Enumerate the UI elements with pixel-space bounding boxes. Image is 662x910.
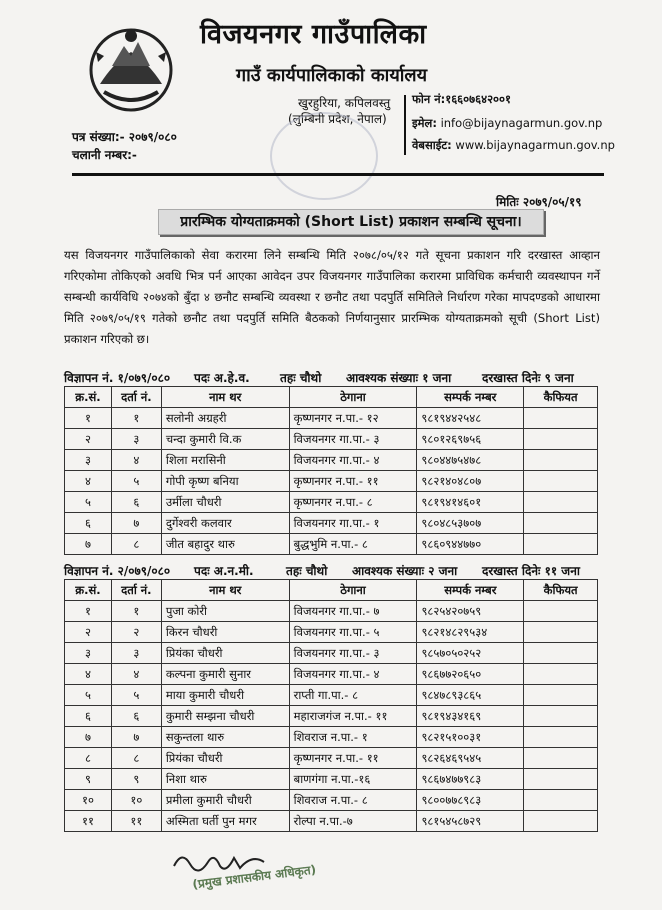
address-line-1: खुरहुरिया, कपिलवस्तु bbox=[298, 96, 391, 110]
table-row bbox=[65, 706, 598, 727]
col-header-name: नाम थर bbox=[161, 580, 289, 601]
col-header-remarks: कैफियत bbox=[524, 387, 598, 408]
applicant-count: दरखास्त दिनेः ११ जना bbox=[482, 564, 580, 578]
cell-remarks bbox=[524, 643, 598, 664]
notice-title: प्रारम्भिक योग्यताक्रमको (Short List) प्रकाशन सम्बन्धि सूचना। bbox=[158, 209, 544, 235]
col-header-address: ठेगाना bbox=[289, 387, 417, 408]
letter-number: पत्र संख्या:- २०७९/०८० bbox=[72, 130, 177, 144]
col-header-reg-no: दर्ता नं. bbox=[111, 580, 161, 601]
table-header-row bbox=[65, 580, 598, 601]
cell-remarks bbox=[524, 790, 598, 811]
cell-sn: ५ bbox=[65, 685, 112, 706]
cell-name: उर्मीला चौधरी bbox=[161, 492, 289, 513]
cell-contact: ९८६०९४४७७० bbox=[417, 534, 524, 555]
cell-reg-no: ८ bbox=[111, 748, 161, 769]
cell-reg-no: ४ bbox=[111, 664, 161, 685]
table-row bbox=[65, 643, 598, 664]
table-row bbox=[65, 769, 598, 790]
cell-name: अस्मिता घर्ती पुन मगर bbox=[161, 811, 289, 832]
cell-name: गोपी कृष्ण बनिया bbox=[161, 471, 289, 492]
cell-remarks bbox=[524, 664, 598, 685]
cell-sn: २ bbox=[65, 429, 112, 450]
cell-contact: ९८४७८९३८६५ bbox=[417, 685, 524, 706]
email-line: इमेल: info@bijaynagarmun.gov.np bbox=[412, 116, 603, 130]
ad-number: विज्ञापन नं. २/०७९/०८० bbox=[64, 564, 171, 578]
col-header-sn: क्र.सं. bbox=[65, 387, 112, 408]
email-link[interactable]: info@bijaynagarmun.gov.np bbox=[440, 116, 603, 130]
cell-name: कुमारी सम्झना चौधरी bbox=[161, 706, 289, 727]
cell-address: शिवराज न.पा.- १ bbox=[289, 727, 417, 748]
table-row bbox=[65, 513, 598, 534]
cell-remarks bbox=[524, 534, 598, 555]
ad-number: विज्ञापन नं. १/०७९/०८० bbox=[64, 371, 171, 385]
cell-sn: १ bbox=[65, 408, 112, 429]
cell-address: शिवराज न.पा.- ८ bbox=[289, 790, 417, 811]
cell-sn: ३ bbox=[65, 643, 112, 664]
table-row bbox=[65, 492, 598, 513]
notice-date: मितिः २०७९/०५/१९ bbox=[496, 195, 582, 209]
cell-reg-no: ७ bbox=[111, 513, 161, 534]
cell-address: महाराजगंज न.पा.- ११ bbox=[289, 706, 417, 727]
cell-sn: ३ bbox=[65, 450, 112, 471]
cell-contact: ९८१५४५८७२९ bbox=[417, 811, 524, 832]
dispatch-number: चलानी नम्बर:- bbox=[72, 148, 137, 162]
cell-reg-no: ६ bbox=[111, 706, 161, 727]
cell-remarks bbox=[524, 811, 598, 832]
applicant-count: दरखास्त दिनेः ९ जना bbox=[482, 371, 574, 385]
post-level: तहः चौथो bbox=[286, 564, 328, 578]
table-row bbox=[65, 685, 598, 706]
shortlist-table-1 bbox=[64, 386, 598, 555]
cell-contact: ९८०४८५३७०७ bbox=[417, 513, 524, 534]
cell-remarks bbox=[524, 727, 598, 748]
address-line-2: (लुम्बिनी प्रदेश, नेपाल) bbox=[288, 112, 387, 126]
cell-contact: ९८५७०५०२५२ bbox=[417, 643, 524, 664]
office-stamp bbox=[270, 112, 378, 200]
cell-address: कृष्णनगर न.पा.- ११ bbox=[289, 471, 417, 492]
col-header-name: नाम थर bbox=[161, 387, 289, 408]
cell-sn: ७ bbox=[65, 534, 112, 555]
col-header-remarks: कैफियत bbox=[524, 580, 598, 601]
website-link[interactable]: www.bijaynagarmun.gov.np bbox=[455, 138, 615, 152]
cell-remarks bbox=[524, 492, 598, 513]
cell-reg-no: ९ bbox=[111, 769, 161, 790]
table-row bbox=[65, 408, 598, 429]
nepal-emblem-logo bbox=[84, 22, 178, 114]
cell-address: बुद्धभुमि न.पा.- ८ bbox=[289, 534, 417, 555]
cell-contact: ९८२१४०४८०७ bbox=[417, 471, 524, 492]
cell-remarks bbox=[524, 450, 598, 471]
cell-name: चन्दा कुमारी वि.क bbox=[161, 429, 289, 450]
cell-contact: ९८०४४७५४७८ bbox=[417, 450, 524, 471]
col-header-sn: क्र.सं. bbox=[65, 580, 112, 601]
post-level: तहः चौथो bbox=[280, 371, 322, 385]
cell-sn: ६ bbox=[65, 706, 112, 727]
cell-address: विजयनगर गा.पा.- ४ bbox=[289, 664, 417, 685]
cell-contact: ९८००७७८९८३ bbox=[417, 790, 524, 811]
cell-reg-no: ५ bbox=[111, 471, 161, 492]
cell-reg-no: ११ bbox=[111, 811, 161, 832]
cell-address: विजयनगर गा.पा.- ४ bbox=[289, 450, 417, 471]
cell-sn: ११ bbox=[65, 811, 112, 832]
cell-sn: २ bbox=[65, 622, 112, 643]
cell-reg-no: ८ bbox=[111, 534, 161, 555]
cell-contact: ९८२५४२०७५९ bbox=[417, 601, 524, 622]
cell-sn: १० bbox=[65, 790, 112, 811]
cell-remarks bbox=[524, 769, 598, 790]
cell-reg-no: ४ bbox=[111, 450, 161, 471]
cell-sn: ९ bbox=[65, 769, 112, 790]
cell-remarks bbox=[524, 706, 598, 727]
cell-name: प्रियंका चौधरी bbox=[161, 643, 289, 664]
cell-address: राप्ती गा.पा.- ८ bbox=[289, 685, 417, 706]
table-row bbox=[65, 471, 598, 492]
post-name: पदः अ.हे.व. bbox=[194, 371, 250, 385]
cell-sn: ४ bbox=[65, 471, 112, 492]
cell-reg-no: १ bbox=[111, 408, 161, 429]
cell-sn: ४ bbox=[65, 664, 112, 685]
cell-remarks bbox=[524, 513, 598, 534]
contact-divider bbox=[404, 95, 406, 155]
cell-contact: ९८६७७२०६५० bbox=[417, 664, 524, 685]
office-subtitle: गाउँ कार्यपालिकाको कार्यालय bbox=[236, 65, 428, 86]
table-row bbox=[65, 748, 598, 769]
phone-number: फोन नं:१६६०७६४२००१ bbox=[412, 92, 511, 106]
cell-remarks bbox=[524, 429, 598, 450]
cell-name: प्रियंका चौधरी bbox=[161, 748, 289, 769]
cell-address: रोल्पा न.पा.-७ bbox=[289, 811, 417, 832]
table-row bbox=[65, 601, 598, 622]
cell-address: विजयनगर गा.पा.- ५ bbox=[289, 622, 417, 643]
header-rule bbox=[72, 173, 604, 176]
cell-reg-no: ३ bbox=[111, 643, 161, 664]
cell-name: प्रमीला कुमारी चौधरी bbox=[161, 790, 289, 811]
col-header-contact: सम्पर्क नम्बर bbox=[417, 387, 524, 408]
required-count: आवश्यक संख्याः २ जना bbox=[352, 564, 458, 578]
cell-contact: ९८६७४७७९८३ bbox=[417, 769, 524, 790]
cell-name: किरन चौधरी bbox=[161, 622, 289, 643]
cell-address: विजयनगर गा.पा.- ३ bbox=[289, 643, 417, 664]
cell-address: कृष्णनगर न.पा.- ११ bbox=[289, 748, 417, 769]
cell-address: विजयनगर गा.पा.- १ bbox=[289, 513, 417, 534]
website-line: वेबसाईट: www.bijaynagarmun.gov.np bbox=[412, 138, 615, 152]
cell-address: कृष्णनगर न.पा.- ८ bbox=[289, 492, 417, 513]
table-row bbox=[65, 450, 598, 471]
cell-remarks bbox=[524, 685, 598, 706]
cell-name: सकुन्तला थारु bbox=[161, 727, 289, 748]
cell-address: विजयनगर गा.पा.- ३ bbox=[289, 429, 417, 450]
cell-sn: ५ bbox=[65, 492, 112, 513]
cell-contact: ९८२६४६९५४५ bbox=[417, 748, 524, 769]
post-name: पदः अ.न.मी. bbox=[194, 564, 254, 578]
cell-name: जीत बहादुर थारु bbox=[161, 534, 289, 555]
cell-name: सलोनी अग्रहरी bbox=[161, 408, 289, 429]
cell-reg-no: ५ bbox=[111, 685, 161, 706]
cell-remarks bbox=[524, 601, 598, 622]
cell-remarks bbox=[524, 622, 598, 643]
cell-reg-no: ६ bbox=[111, 492, 161, 513]
col-header-reg-no: दर्ता नं. bbox=[111, 387, 161, 408]
cell-remarks bbox=[524, 748, 598, 769]
cell-reg-no: ३ bbox=[111, 429, 161, 450]
cell-reg-no: २ bbox=[111, 622, 161, 643]
notice-body: यस विजयनगर गाउँपालिकाको सेवा करारमा लिने सम्बन्धि मिति २०७८/०५/१२ गते सूचना प्रकाशन गरि दरखास्त आव्हान गरिएकोमा तोकिएको अवधि भित्र पर्न आएका आवेदन उपर विजयनगर गाउँपालिका करारमा प्राविधिक कर्मचारी व्यवस्थापन गर्ने सम्बन्धी कार्यविधि २०७४को बुँदा ४ छनौट सम्बन्धि व्यवस्था र छनौट तथा पदपुर्ति समितिले निर्धारण गरेका मापदण्डको आधारमा मिति २०७९/०५/१९ गतेको छनौट तथा पदपुर्ति समिति बैठकको निर्णयानुसार प्रारम्भिक योग्यताक्रमको सूची (Short List) प्रकाशन गरिएको छ। bbox=[64, 248, 600, 346]
shortlist-table-2 bbox=[64, 579, 598, 832]
cell-name: शिला मरासिनी bbox=[161, 450, 289, 471]
cell-remarks bbox=[524, 471, 598, 492]
cell-sn: ७ bbox=[65, 727, 112, 748]
cell-address: बाणगंगा न.पा.-१६ bbox=[289, 769, 417, 790]
table-row bbox=[65, 811, 598, 832]
table-row bbox=[65, 429, 598, 450]
cell-contact: ९८०१२६९७५६ bbox=[417, 429, 524, 450]
cell-sn: १ bbox=[65, 601, 112, 622]
cell-remarks bbox=[524, 408, 598, 429]
table-row bbox=[65, 727, 598, 748]
cell-address: कृष्णनगर न.पा.- १२ bbox=[289, 408, 417, 429]
cell-sn: ६ bbox=[65, 513, 112, 534]
cell-name: दुर्गेश्वरी कलवार bbox=[161, 513, 289, 534]
municipality-title: विजयनगर गाउँपालिका bbox=[200, 19, 427, 50]
cell-contact: ९८१९४१४६०१ bbox=[417, 492, 524, 513]
signatory-title: (प्रमुख प्रशासकीय अधिकृत) bbox=[191, 862, 317, 892]
table-row bbox=[65, 790, 598, 811]
cell-name: माया कुमारी चौधरी bbox=[161, 685, 289, 706]
col-header-address: ठेगाना bbox=[289, 580, 417, 601]
cell-name: कल्पना कुमारी सुनार bbox=[161, 664, 289, 685]
cell-contact: ९८१९४४२५४८ bbox=[417, 408, 524, 429]
required-count: आवश्यक संख्याः १ जना bbox=[346, 371, 452, 385]
cell-address: विजयनगर गा.पा.- ७ bbox=[289, 601, 417, 622]
cell-name: पुजा कोरी bbox=[161, 601, 289, 622]
cell-contact: ९८१९४३४१६९ bbox=[417, 706, 524, 727]
col-header-contact: सम्पर्क नम्बर bbox=[417, 580, 524, 601]
cell-contact: ९८२१४८२९५३४ bbox=[417, 622, 524, 643]
cell-sn: ८ bbox=[65, 748, 112, 769]
cell-reg-no: ७ bbox=[111, 727, 161, 748]
cell-name: निशा थारु bbox=[161, 769, 289, 790]
table-row bbox=[65, 534, 598, 555]
cell-reg-no: १ bbox=[111, 601, 161, 622]
table-header-row bbox=[65, 387, 598, 408]
cell-contact: ९८२१५१००३१ bbox=[417, 727, 524, 748]
cell-reg-no: १० bbox=[111, 790, 161, 811]
table-row bbox=[65, 664, 598, 685]
table-row bbox=[65, 622, 598, 643]
